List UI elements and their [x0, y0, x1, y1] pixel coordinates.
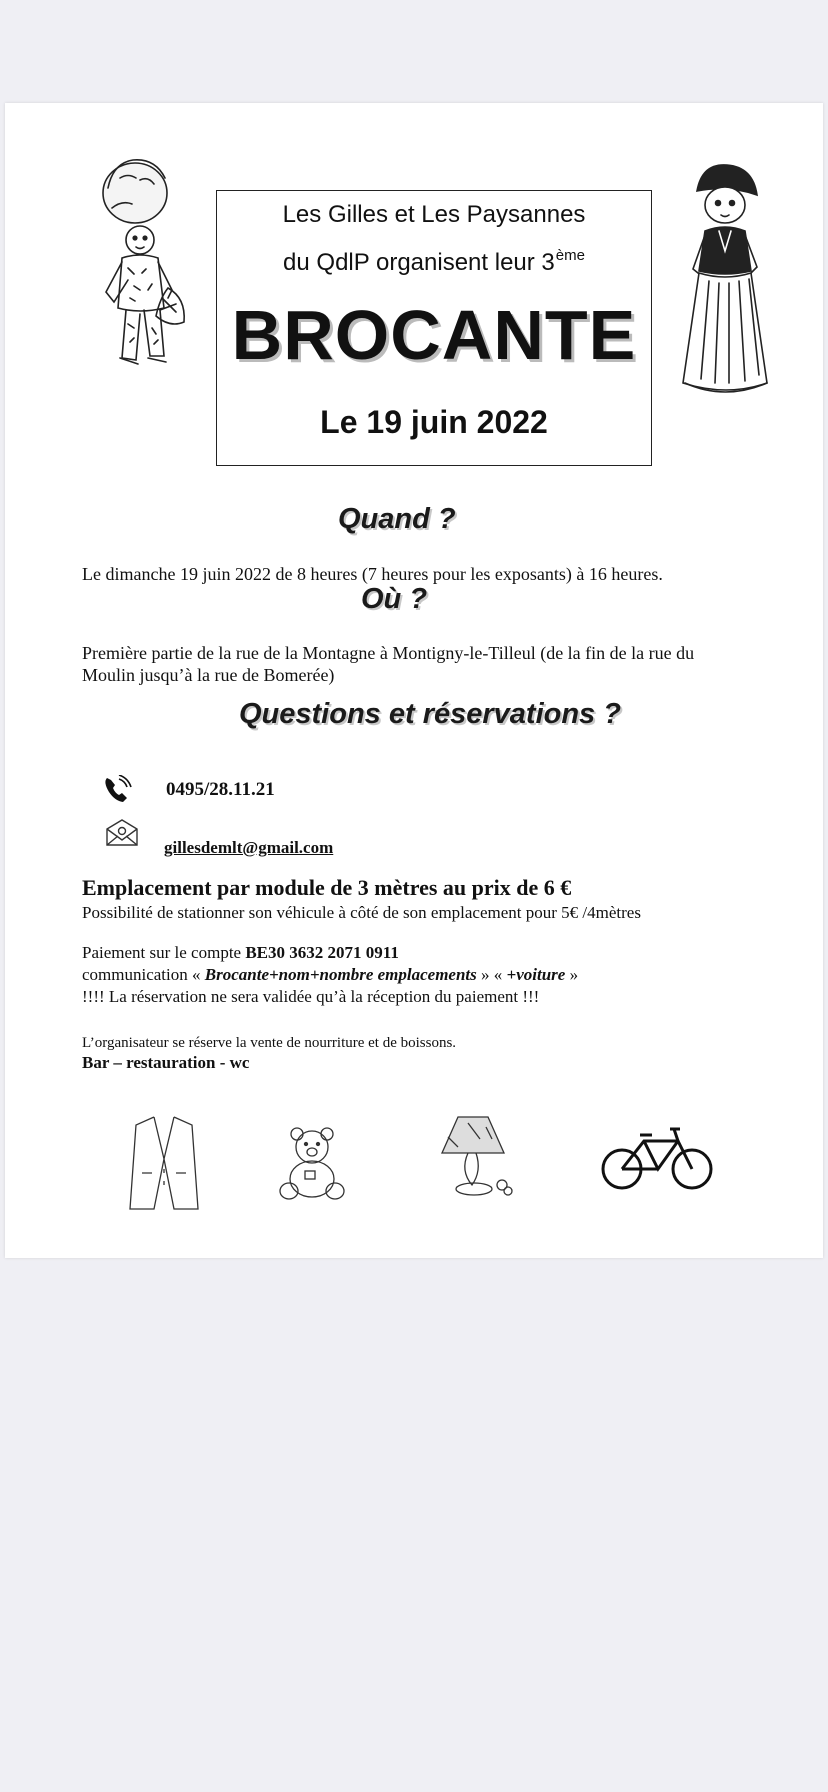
- organize-line: [217, 247, 651, 277]
- ordinal-superscript: ème: [555, 247, 585, 264]
- page-title: BROCANTE: [231, 296, 637, 374]
- organizers-line: Les Gilles et Les Paysannes: [282, 201, 586, 228]
- payment-prefix: Paiement sur le compte: [82, 943, 246, 962]
- comm-main: Brocante+nom+nombre emplacements: [204, 965, 477, 984]
- when-heading: Quand ?: [338, 503, 456, 535]
- payment-line: [82, 943, 399, 963]
- title-box: [216, 190, 652, 466]
- communication-line: [82, 965, 578, 985]
- account-number: BE30 3632 2071 0911: [245, 943, 399, 962]
- email-link[interactable]: gillesdemlt@gmail.com: [164, 838, 334, 857]
- reserve-note: L’organisateur se réserve la vente de nourriture et de boissons.: [82, 1035, 457, 1051]
- phone-number: 0495/28.11.21: [166, 779, 275, 800]
- event-date: Le 19 juin 2022: [320, 404, 548, 440]
- comm-mid: » «: [476, 965, 507, 984]
- parking-text: Possibilité de stationner son véhicule à côté de son emplacement pour 5€ /4mètres: [82, 903, 641, 922]
- where-text-line2: Moulin jusqu’à la rue de Bomerée): [82, 665, 335, 685]
- jacket-icon: [128, 1113, 200, 1213]
- contact-heading: Questions et réservations ?: [239, 698, 621, 730]
- comm-car: +voiture: [506, 965, 566, 984]
- comm-end: »: [565, 965, 579, 984]
- lamp-icon: [438, 1113, 518, 1203]
- when-text: Le dimanche 19 juin 2022 de 8 heures (7 heures pour les exposants) à 16 heures.: [82, 564, 663, 584]
- envelope-icon: [105, 819, 139, 847]
- amenities: Bar – restauration - wc: [82, 1053, 250, 1072]
- pricing-headline: Emplacement par module de 3 mètres au prix de 6 €: [82, 875, 572, 900]
- teddy-bear-icon: [275, 1125, 349, 1203]
- phone-icon: [102, 775, 132, 803]
- gille-figure-icon: [90, 158, 210, 383]
- organize-line-text: du QdlP organisent leur 3: [283, 249, 555, 276]
- paysanne-figure-icon: [675, 161, 775, 411]
- flyer-page: [5, 103, 823, 1258]
- comm-prefix: communication «: [82, 965, 205, 984]
- payment-warning: !!!! La réservation ne sera validée qu’à la réception du paiement !!!: [82, 987, 540, 1006]
- bicycle-icon: [600, 1113, 716, 1195]
- where-text-line1: Première partie de la rue de la Montagne à Montigny-le-Tilleul (de la fin de la rue du: [82, 643, 695, 663]
- where-heading: Où ?: [361, 583, 428, 615]
